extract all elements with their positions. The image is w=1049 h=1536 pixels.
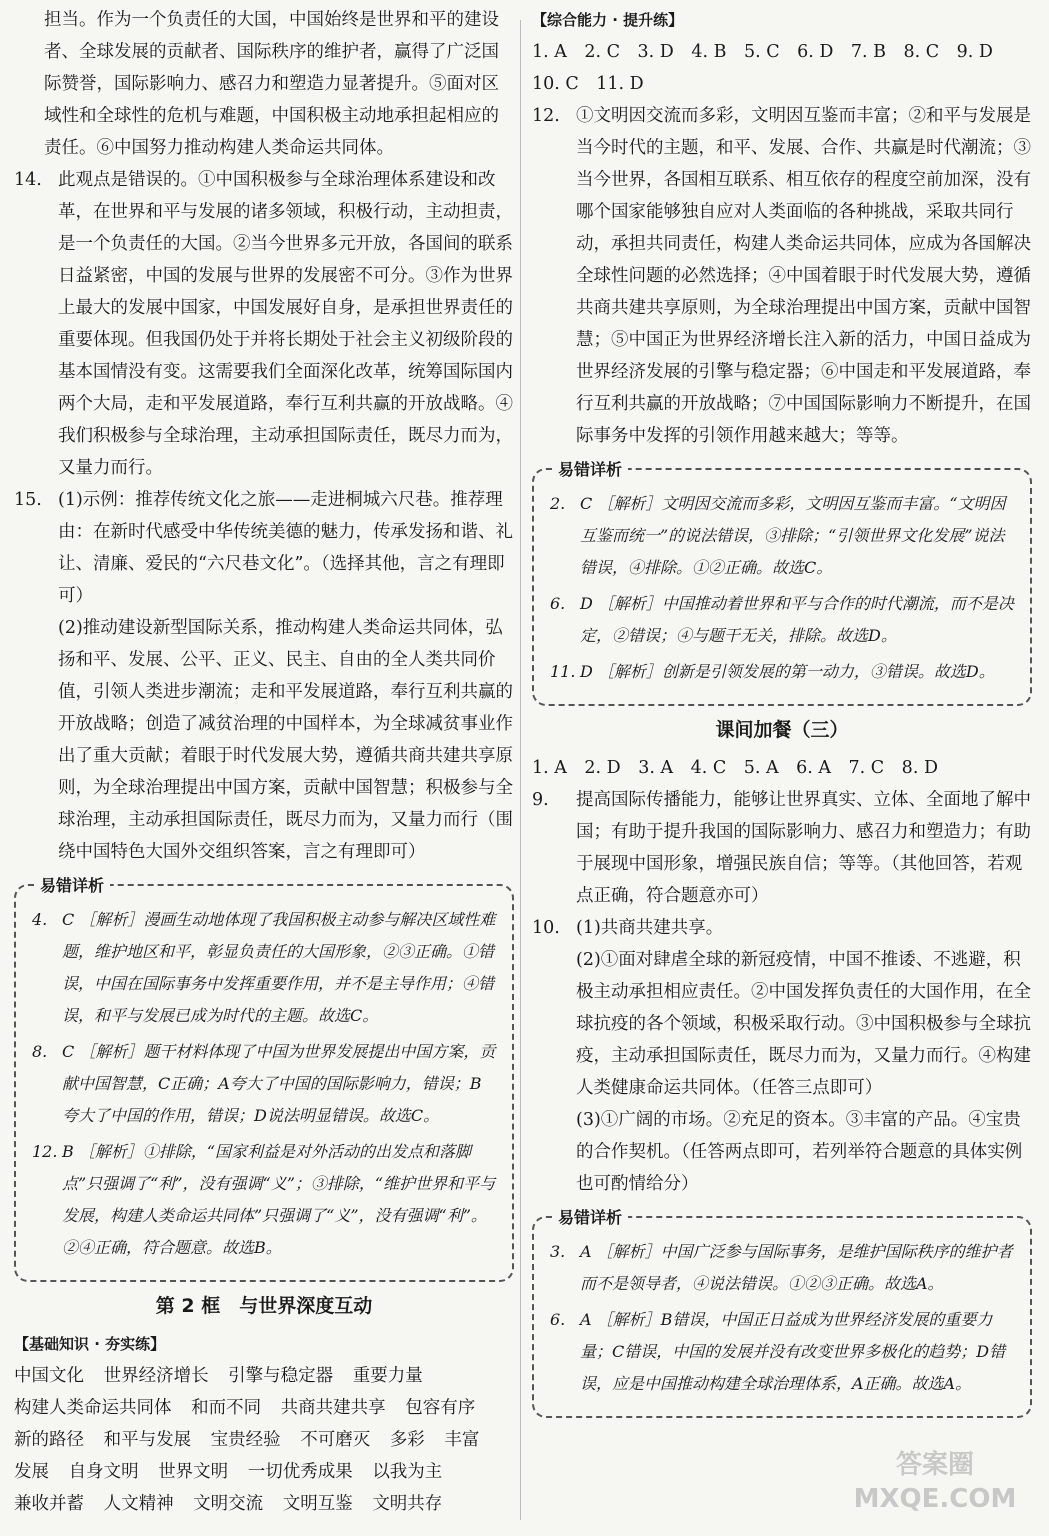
section-title: 第 2 框 与世界深度互动 [155, 1295, 373, 1317]
keyword: 引擎与稳定器 [228, 1366, 334, 1386]
q10-part3: (3)①广阔的市场。②充足的资本。③丰富的产品。④宝贵的合作契机。（任答两点即可，若列举符合题意的具体实例也可酌情给分） [576, 1110, 1023, 1194]
box-item-number: 2. [550, 494, 566, 513]
answer-row: 1. A 2. D 3. A 4. C 5. A 6. A 7. C 8. D [532, 758, 938, 778]
keyword: 新的路径 [14, 1430, 84, 1450]
q10-number: 10. [532, 918, 560, 938]
q15-number: 15. [14, 490, 42, 510]
box-item [550, 588, 1014, 652]
q15-answer [14, 484, 514, 868]
keyword: 文明互鉴 [282, 1494, 353, 1514]
watermark-url: MXQE.COM [853, 1484, 1017, 1514]
box-item [32, 1036, 496, 1132]
column-divider [520, 20, 521, 1520]
q12-text: ①文明因交流而多彩，文明因互鉴而丰富；②和平与发展是当今时代的主题，和平、发展、合作、共赢是时代潮流；③当今世界，各国相互联系、相互依存的程度空前加深，没有哪个国家能够独自应对人类面临的各种挑战，采取共同行动，承担共同责任，构建人类命运共同体，应成为各国解决全球性问题的必然选择；④中国着眼于时代发展大势，遵循共商共建共享原则，为全球治理提出中国方案，贡献中国智慧；⑤中国正为世界经济增长注入新的活力，中国日益成为世界经济发展的引擎与稳定器；⑥中国走和平发展道路，奉行互利共赢的开放战略；⑦中国国际影响力不断提升，在国际事务中发挥的引领作用越来越大；等等。 [576, 106, 1031, 446]
keyword: 文明交流 [193, 1494, 264, 1514]
q10-part2: (2)①面对肆虐全球的新冠疫情，中国不推诿、不逃避，积极主动承担相应责任。②中国发挥负责任的大国作用，在全球抗疫的各个领域，积极采取行动。③中国积极参与全球抗疫，主动承担国际责任，既尽力而为，又量力而行。④构建人类健康命运共同体。（任答三点即可） [576, 950, 1031, 1098]
keyword: 和平与发展 [103, 1430, 192, 1450]
box-item-text: C ［解析］题干材料体现了中国为世界发展提出中国方案，贡献中国智慧，C正确；A夸大了中国的国际影响力，错误；B夸大了中国的作用，错误；D说法明显错误。故选C。 [62, 1042, 496, 1125]
keyword: 世界经济增长 [103, 1366, 209, 1386]
q14-answer [14, 164, 514, 484]
box-title: 易错详析 [552, 454, 628, 486]
keyword: 中国文化 [14, 1366, 84, 1386]
box-title: 易错详析 [552, 1202, 628, 1234]
box-item-text: A ［解析］B错误，中国正日益成为世界经济发展的重要力量；C错误，中国的发展并没有改变世界多极化的趋势；D错误，应是中国推动构建全球治理体系，A正确。故选A。 [580, 1310, 1006, 1393]
keyword: 丰富 [444, 1430, 480, 1450]
box-item [550, 488, 1014, 584]
q12-answer [532, 100, 1032, 452]
keyword: 自身文明 [68, 1462, 139, 1482]
q9-number: 9. [532, 790, 549, 810]
q15-part2: (2)推动建设新型国际关系，推动构建人类命运共同体，弘扬和平、发展、公平、正义、民主、自由的全人类共同价值，引领人类进步潮流；走和平发展道路，奉行互利共赢的开放战略；创造了减贫治理的中国样本，为全球减贫事业作出了重大贡献；着眼于时代发展大势，遵循共商共建共享原则，为全球治理提出中国方案，贡献中国智慧；积极参与全球治理，主动承担国际责任，既尽力而为，又量力而行（围绕中国特色大国外交组织答案，言之有理即可） [58, 618, 513, 862]
box-title: 易错详析 [34, 870, 110, 902]
box-item-text: C ［解析］文明因交流而多彩，文明因互鉴而丰富。“文明因互鉴而统一”的说法错误，③排除；“引领世界文化发展”说法错误，④排除。①②正确。故选C。 [580, 494, 1006, 577]
box-item-text: D ［解析］中国推动着世界和平与合作的时代潮流，而不是决定，②错误；④与题干无关，排除。故选D。 [580, 594, 1014, 645]
keyword-row [14, 1392, 514, 1424]
q10-answer [532, 912, 1032, 1200]
comprehensive-label: 【综合能力 · 提升练】 [532, 11, 684, 29]
keyword: 人文精神 [103, 1494, 174, 1514]
box-item-text: A ［解析］中国广泛参与国际事务，是维护国际秩序的维护者而不是领导者，④说法错误。①②③正确。故选A。 [580, 1242, 1013, 1293]
keyword: 发展 [14, 1462, 49, 1482]
box-item-number: 8. [32, 1042, 48, 1061]
keyword-list [14, 1360, 514, 1520]
keyword: 共商共建共享 [280, 1398, 386, 1418]
box-item [32, 904, 496, 1032]
error-analysis-box-left [14, 876, 514, 1282]
box-item [32, 1136, 496, 1264]
left-column [14, 4, 514, 1520]
q13-continuation: 担当。作为一个负责任的大国，中国始终是世界和平的建设者、全球发展的贡献者、国际秩序的维护者，赢得了广泛国际赞誉，国际影响力、感召力和塑造力显著提升。⑤面对区域性和全球性的危机与难题，中国积极主动地承担起相应的责任。⑥中国努力推动构建人类命运共同体。 [44, 10, 499, 158]
keyword: 世界文明 [158, 1462, 229, 1482]
keyword-row [14, 1488, 514, 1520]
box-item-number: 4. [32, 910, 48, 929]
keyword: 包容有序 [405, 1398, 476, 1418]
box-item [550, 1304, 1014, 1400]
keyword-row [14, 1360, 514, 1392]
keyword: 文明共存 [372, 1494, 443, 1514]
keyword: 多彩 [389, 1430, 425, 1450]
keyword-row [14, 1456, 514, 1488]
box-item-text: D ［解析］创新是引领发展的第一动力，③错误。故选D。 [580, 662, 995, 681]
lesson-title: 课间加餐（三） [715, 719, 849, 741]
keyword: 一切优秀成果 [247, 1462, 353, 1482]
box-item-text: C ［解析］漫画生动地体现了我国积极主动参与解决区域性难题，维护地区和平，彰显负责任的大国形象，②③正确。①错误，中国在国际事务中发挥重要作用，并不是主导作用；④错误，和平与发展已成为时代的主题。故选C。 [62, 910, 496, 1025]
keyword: 和而不同 [191, 1398, 262, 1418]
box-item-number: 12. [32, 1142, 58, 1161]
box-item [550, 656, 1014, 688]
box-item-number: 3. [550, 1242, 566, 1261]
keyword: 宝贵经验 [210, 1430, 281, 1450]
watermark-text: 答案圈 [895, 1450, 974, 1480]
answer-row: 10. C 11. D [532, 74, 644, 94]
error-analysis-box-right-2 [532, 1208, 1032, 1418]
keyword: 兼收并蓄 [14, 1494, 84, 1514]
keyword: 以我为主 [372, 1462, 443, 1482]
watermark-logo [845, 1448, 1025, 1528]
q15-part1: (1)示例：推荐传统文化之旅——走进桐城六尺巷。推荐理由：在新时代感受中华传统美德的魅力，传承发扬和谐、礼让、清廉、爱民的“六尺巷文化”。（选择其他，言之有理即可） [58, 490, 513, 606]
q14-text: 此观点是错误的。①中国积极参与全球治理体系建设和改革，在世界和平与发展的诸多领域，积极行动，主动担责，是一个负责任的大国。②当今世界多元开放，各国间的联系日益紧密，中国的发展与世界的发展密不可分。③作为世界上最大的发展中国家，中国发展好自身，是承担世界责任的重要体现。但我国仍处于并将长期处于社会主义初级阶段的基本国情没有变。这需要我们全面深化改革，统筹国际国内两个大局，走和平发展道路，奉行互利共赢的开放战略。④我们积极参与全球治理，主动承担国际责任，既尽力而为，又量力而行。 [58, 170, 513, 478]
q9-text: 提高国际传播能力，能够让世界真实、立体、全面地了解中国；有助于提升我国的国际影响力、感召力和塑造力；有助于展现中国形象，增强民族自信；等等。（其他回答，若观点正确，符合题意亦可） [576, 790, 1031, 906]
box-item [550, 1236, 1014, 1300]
q10-part1: (1)共商共建共享。 [576, 918, 724, 938]
box-item-number: 6. [550, 594, 566, 613]
answer-row: 1. A 2. C 3. D 4. B 5. C 6. D 7. B 8. C 9. D [532, 42, 993, 62]
keyword-row [14, 1424, 514, 1456]
box-item-number: 6. [550, 1310, 566, 1329]
right-column [532, 4, 1032, 1426]
basic-knowledge-label: 【基础知识 · 夯实练】 [14, 1335, 166, 1353]
keyword: 构建人类命运共同体 [14, 1398, 172, 1418]
error-analysis-box-right-1 [532, 460, 1032, 706]
q12-number: 12. [532, 106, 560, 126]
q14-number: 14. [14, 170, 42, 190]
q9-answer [532, 784, 1032, 912]
keyword: 不可磨灭 [300, 1430, 371, 1450]
box-item-number: 11. [550, 662, 576, 681]
keyword: 重要力量 [352, 1366, 423, 1386]
box-item-text: B ［解析］①排除，“国家利益是对外活动的出发点和落脚点”只强调了“利”，没有强调“义”；③排除，“维护世界和平与发展，构建人类命运共同体”只强调了“义”，没有强调“利”。②④正确，符合题意。故选B。 [62, 1142, 496, 1257]
